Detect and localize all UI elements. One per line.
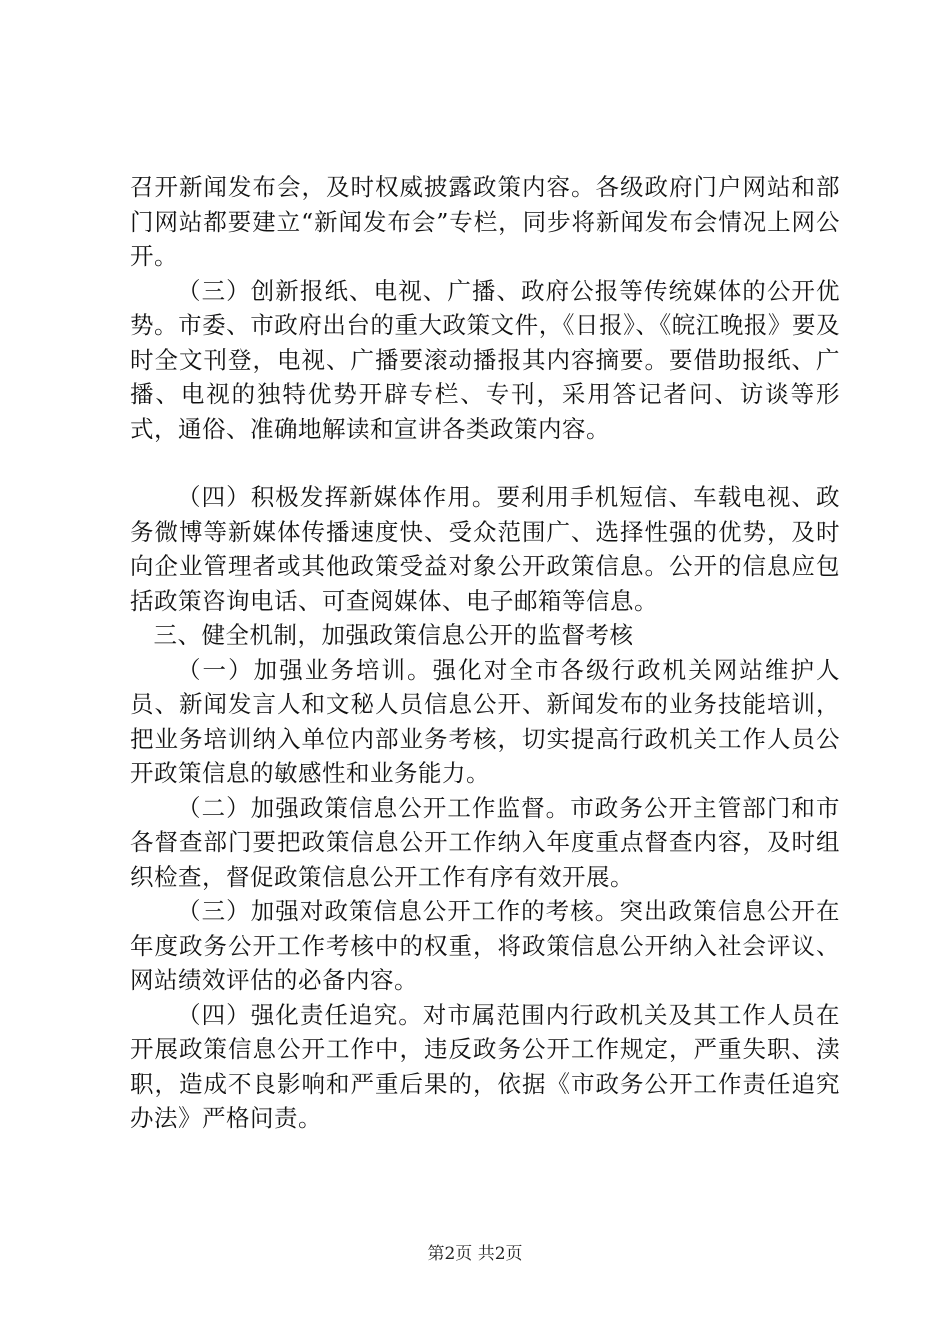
paragraph-traditional-media: （三）创新报纸、电视、广播、政府公报等传统媒体的公开优势。市委、市政府出台的重大政策文件，《日报》、《皖江晚报》要及时全文刊登，电视、广播要滚动播报其内容摘要。要借助报纸、广播、电视的独特优势开辟专栏、专刊，采用答记者问、访谈等形式，通俗、准确地解读和宣讲各类政策内容。 <box>130 276 840 443</box>
paragraph-business-training: （一）加强业务培训。强化对全市各级行政机关网站维护人员、新闻发言人和文秘人员信息公开、新闻发布的业务技能培训，把业务培训纳入单位内部业务考核，切实提高行政机关工作人员公开政策信息的敏感性和业务能力。 <box>130 655 840 787</box>
paragraph-work-supervision: （二）加强政策信息公开工作监督。市政务公开主管部门和市各督查部门要把政策信息公开工作纳入年度重点督查内容，及时组织检查，督促政策信息公开工作有序有效开展。 <box>130 793 840 891</box>
paragraph-accountability: （四）强化责任追究。对市属范围内行政机关及其工作人员在开展政策信息公开工作中，违反政务公开工作规定，严重失职、渎职，造成不良影响和严重后果的，依据《市政务公开工作责任追究办法》严格问责。 <box>130 1000 840 1132</box>
section-heading-supervision: 三、健全机制，加强政策信息公开的监督考核 <box>153 621 634 649</box>
paragraph-spacer <box>130 446 840 480</box>
document-body <box>130 170 840 1136</box>
paragraph-new-media: （四）积极发挥新媒体作用。要利用手机短信、车载电视、政务微博等新媒体传播速度快、受众范围广、选择性强的优势，及时向企业管理者或其他政策受益对象公开政策信息。公开的信息应包括政策咨询电话、可查阅媒体、电子邮箱等信息。 <box>130 483 840 615</box>
paragraph-press-conference: 召开新闻发布会，及时权威披露政策内容。各级政府门户网站和部门网站都要建立“新闻发布会”专栏，同步将新闻发布会情况上网公开。 <box>130 173 840 270</box>
page-footer: 第2页 共2页 <box>427 1244 523 1264</box>
paragraph-assessment: （三）加强对政策信息公开工作的考核。突出政策信息公开在年度政务公开工作考核中的权重，将政策信息公开纳入社会评议、网站绩效评估的必备内容。 <box>130 897 840 994</box>
